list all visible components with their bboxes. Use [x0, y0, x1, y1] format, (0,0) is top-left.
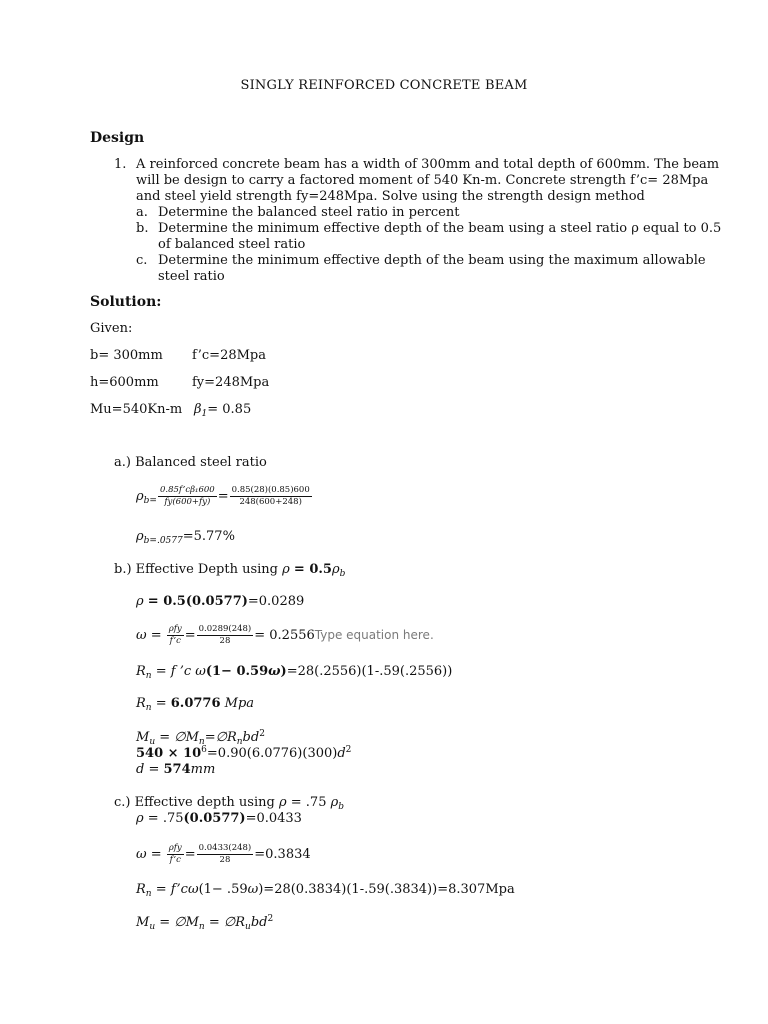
mu-c-line: $M_u$ = $\emptyset M_n$ = $\emptyset R_ubd^2$ [136, 914, 274, 932]
rn-b-line: $R_n = f$ ’c ω(1− 0.59ω)=28(.2556)(1-.59(.2556)) [136, 664, 453, 681]
part-text: steel ratio [158, 269, 225, 284]
design-heading: Design [90, 130, 145, 146]
omega-symbolic-fraction: $\frac{\text{ρfy}}{f’c}$ [168, 624, 182, 646]
beta1-value: = 0.85 [207, 402, 252, 417]
d-value: 574 [163, 762, 191, 777]
part-letter: a. [136, 205, 148, 220]
rho-c-value: =0.0433 [245, 811, 302, 826]
rho-c-value-line: ρ = .75(0.0577)=0.0433 [136, 811, 302, 826]
part-text: Determine the minimum effective depth of the beam using the maximum allowable [158, 253, 706, 268]
omega-c-numeric-fraction: $\frac{0.0433(248)}{28}$ [198, 843, 252, 865]
part-b-label: b.) Effective Depth using $\rho = 0.5\rho_b$ [114, 562, 346, 579]
mu-b-line: $M_u$ = $\emptyset M_n=\emptyset R_nbd^2$ [136, 729, 265, 747]
part-text: of balanced steel ratio [158, 237, 306, 252]
part-letter: c. [136, 253, 148, 268]
part-c-label: c.) Effective depth using ρ = .75 $\rho_b$ [114, 795, 345, 812]
part-text: Determine the balanced steel ratio in percent [158, 205, 460, 220]
page-title: SINGLY REINFORCED CONCRETE BEAM [240, 78, 528, 93]
part-text: Determine the minimum effective depth of the beam using a steel ratio ρ equal to 0.5 [158, 221, 722, 236]
rho-b-fraction-symbolic: $\frac{\text{0.85f’cβ₁600}}{fy(600+fy)}$ [159, 485, 215, 507]
omega-c-symbolic-fraction: $\frac{\text{ρfy}}{f’c}$ [168, 843, 182, 865]
solution-heading: Solution: [90, 294, 162, 310]
rho-b-percent: =5.77% [182, 529, 235, 544]
rn-b-value-line: $R_n = 6.0776$ Mpa [136, 696, 255, 713]
given-fy: fy=248Mpa [192, 375, 270, 390]
problem-line: A reinforced concrete beam has a width of 300mm and total depth of 600mm. The beam [136, 157, 720, 172]
rho-value: =0.0289 [247, 594, 305, 609]
given-b: b= 300mm [90, 348, 163, 363]
rho-b-fraction-numeric: $\frac{0.85(28)(0.85)600}{248(600+248)}$ [231, 485, 310, 507]
given-label: Given: [90, 321, 133, 336]
omega-value: = 0.2556 [254, 628, 315, 643]
rn-expression: =28(.2556)(1-.59(.2556)) [286, 664, 453, 679]
problem-line: and steel yield strength fy=248Mpa. Solve using the strength design method [136, 189, 645, 204]
omega-c-line: ω = $\frac{\text{ρfy}}{f’c}$ = $\frac{0.0433(248)}{28}$ =0.3834 [136, 843, 311, 865]
part-letter: b. [136, 221, 149, 236]
omega-b-line: ω = $\frac{\text{ρfy}}{f’c}$ = $\frac{0.0289(248)}{28}$ = 0.2556Type equation here. [136, 624, 434, 646]
problem-number: 1. [114, 157, 127, 172]
part-a-label: a.) Balanced steel ratio [114, 455, 267, 470]
rho-b-result: $\rho_{b=.0577}=5.77\%$ [136, 529, 235, 546]
d-b-result: d = 574mm [136, 762, 216, 777]
equation-placeholder[interactable]: Type equation here. [314, 628, 434, 642]
mu-substitution: =0.90(6.0776)(300) [206, 746, 338, 761]
rn-unit: Mpa [224, 696, 255, 711]
rn-value: 6.0776 [170, 696, 221, 711]
mu-b-substitution: $540 \times 10^6=0.90(6.0776)(300)d^2$ [136, 745, 352, 761]
problem-line: will be design to carry a factored moment of 540 Kn-m. Concrete strength f’c= 28Mpa [136, 173, 709, 188]
given-mu: Mu=540Kn-m [90, 402, 183, 417]
omega-numeric-fraction: $\frac{0.0289(248)}{28}$ [198, 624, 252, 646]
rho-b-value-line: ρ = 0.5(0.0577)=0.0289 [136, 594, 305, 609]
rn-c-expression: =28(0.3834)(1-.59(.3834))=8.307Mpa [263, 882, 515, 897]
given-fc: f’c=28Mpa [192, 348, 267, 363]
rn-c-line: $R_n$ = f’cω(1− .59ω)=28(0.3834)(1-.59(.3834))=8.307Mpa [136, 882, 515, 899]
omega-c-value: =0.3834 [254, 847, 311, 862]
rho-b-formula: $\rho_{b=}$ $\frac{\text{0.85f’cβ₁600}}{fy(600+fy)}$ = $\frac{0.85(28)(0.85)600}{248(600+248)}$ [136, 485, 310, 507]
d-unit: mm [190, 762, 216, 777]
given-h: h=600mm [90, 375, 159, 390]
given-beta1: $\beta_1= 0.85$ [194, 402, 252, 419]
